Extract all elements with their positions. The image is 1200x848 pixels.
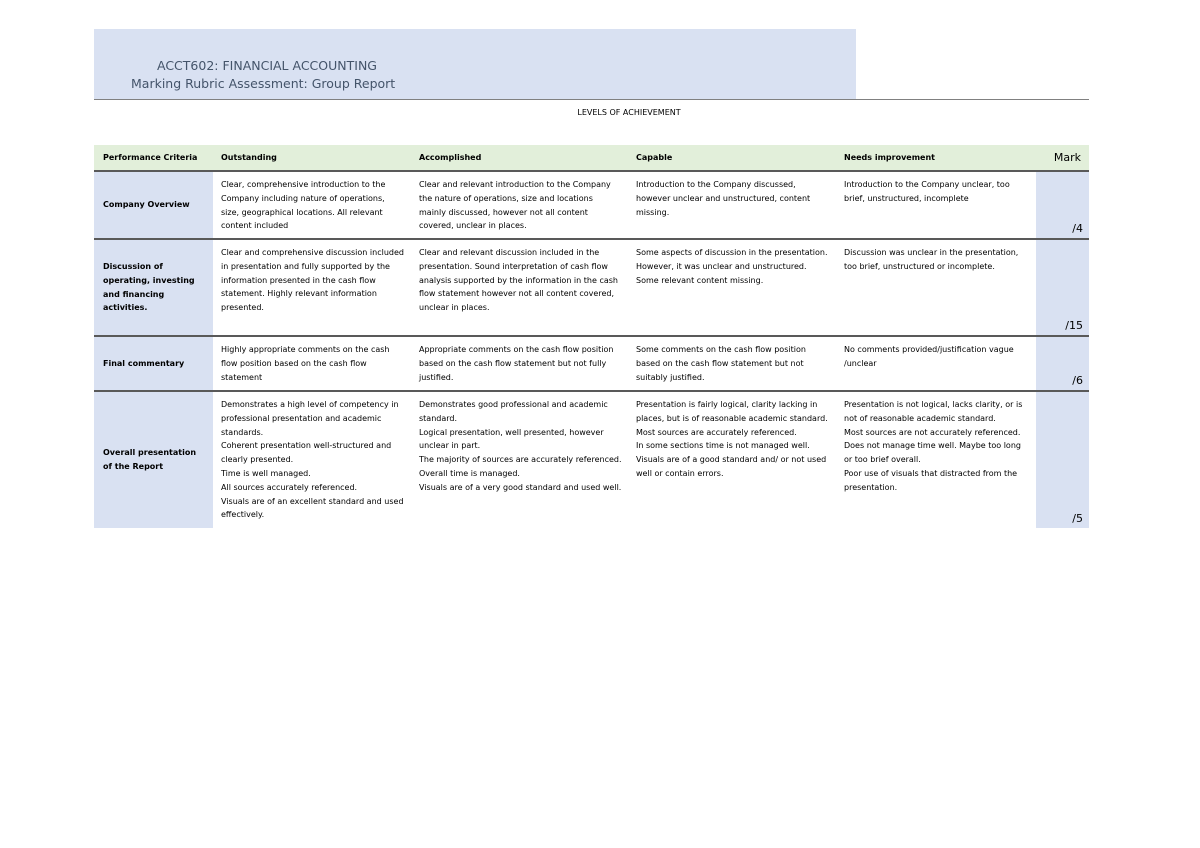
needs-improvement-cell: Discussion was unclear in the presentation, too brief, unstructured or incomplete. — [844, 248, 1019, 271]
descriptor-line: The majority of sources are accurately referenced. — [419, 455, 622, 465]
mark-cell: /15 — [1036, 239, 1089, 336]
descriptor-line: In some sections time is not managed well. — [636, 441, 810, 451]
descriptor-line: Logical presentation, well presented, however unclear in part. — [419, 427, 604, 451]
accomplished-cell: Clear and relevant introduction to the Company the nature of operations, size and locations mainly discussed, however not all content covered, unclear in places. — [419, 180, 611, 231]
column-header-needs-improvement: Needs improvement — [836, 145, 1036, 171]
rubric-row-discussion — [94, 239, 1089, 336]
needs-improvement-cell — [836, 391, 1036, 528]
column-header-outstanding: Outstanding — [213, 145, 411, 171]
outstanding-cell — [213, 391, 411, 528]
rubric-row-final-commentary — [94, 336, 1089, 391]
descriptor-line: Does not manage time well. Maybe too long or too brief overall. — [844, 441, 1021, 465]
descriptor-line: Presentation is not logical, lacks clarity, or is not of reasonable academic standard. — [844, 400, 1023, 423]
levels-of-achievement-heading: LEVELS OF ACHIEVEMENT — [577, 108, 681, 117]
column-header-criteria: Performance Criteria — [94, 145, 213, 171]
rubric-header-row — [94, 145, 1089, 171]
descriptor-line: Demonstrates good professional and academic standard. — [419, 400, 608, 423]
outstanding-cell: Clear, comprehensive introduction to the Company including nature of operations, size, geographical locations. All relevant content included — [221, 180, 386, 231]
descriptor-line: All sources accurately referenced. — [221, 482, 358, 492]
capable-cell — [628, 391, 836, 528]
course-title: ACCT602: FINANCIAL ACCOUNTING — [157, 58, 377, 73]
column-header-mark: Mark — [1036, 145, 1089, 171]
capable-cell: Introduction to the Company discussed, however unclear and unstructured, content missing. — [636, 180, 811, 217]
descriptor-line: Poor use of visuals that distracted from the presentation. — [844, 468, 1018, 492]
needs-improvement-cell: No comments provided/justification vague /unclear — [844, 345, 1014, 368]
mark-cell: /4 — [1036, 171, 1089, 239]
descriptor-line: Time is well managed. — [221, 468, 311, 478]
capable-cell: Some comments on the cash flow position based on the cash flow statement but not suitably justified. — [636, 345, 806, 382]
mark-cell: /5 — [1036, 391, 1089, 528]
outstanding-cell: Clear and comprehensive discussion included in presentation and fully supported by the information presented in the cash flow statement. Highly relevant information presented. — [221, 248, 404, 313]
criteria-cell: Final commentary — [94, 336, 213, 391]
descriptor-line: Most sources are accurately referenced. — [636, 427, 797, 437]
descriptor-line: Coherent presentation well-structured and clearly presented. — [221, 441, 392, 465]
capable-cell: Some aspects of discussion in the presentation. However, it was unclear and unstructured. Some relevant content missing. — [636, 248, 828, 285]
criteria-cell: Discussion of operating, investing and financing activities. — [94, 239, 213, 336]
needs-improvement-cell: Introduction to the Company unclear, too brief, unstructured, incomplete — [844, 180, 1010, 203]
rubric-table — [94, 145, 1089, 528]
descriptor-line: Overall time is managed. — [419, 468, 520, 478]
rubric-row-overall-presentation — [94, 391, 1089, 528]
accomplished-cell: Clear and relevant discussion included in the presentation. Sound interpretation of cash flow analysis supported by the information in the cash flow statement however not all content covered, unclear in places. — [419, 248, 618, 313]
column-header-capable: Capable — [628, 145, 836, 171]
header-divider — [94, 99, 1089, 100]
descriptor-line: Most sources are not accurately referenced. — [844, 427, 1021, 437]
accomplished-cell — [411, 391, 628, 528]
document-subtitle: Marking Rubric Assessment: Group Report — [131, 76, 396, 91]
descriptor-line: Visuals are of a good standard and/ or not used well or contain errors. — [636, 455, 827, 478]
descriptor-line: Visuals are of a very good standard and used well. — [419, 482, 622, 492]
outstanding-cell: Highly appropriate comments on the cash flow position based on the cash flow statement — [221, 345, 390, 382]
descriptor-line: Presentation is fairly logical, clarity lacking in places, but is of reasonable academic standard. — [636, 400, 828, 423]
accomplished-cell: Appropriate comments on the cash flow position based on the cash flow statement but not fully justified. — [419, 345, 614, 382]
rubric-row-company-overview — [94, 171, 1089, 239]
column-header-accomplished: Accomplished — [411, 145, 628, 171]
criteria-cell: Overall presentation of the Report — [94, 391, 213, 528]
criteria-cell: Company Overview — [94, 171, 213, 239]
mark-cell: /6 — [1036, 336, 1089, 391]
descriptor-line: Demonstrates a high level of competency in professional presentation and academic standards. — [221, 400, 399, 437]
descriptor-line: Visuals are of an excellent standard and used effectively. — [221, 496, 404, 520]
